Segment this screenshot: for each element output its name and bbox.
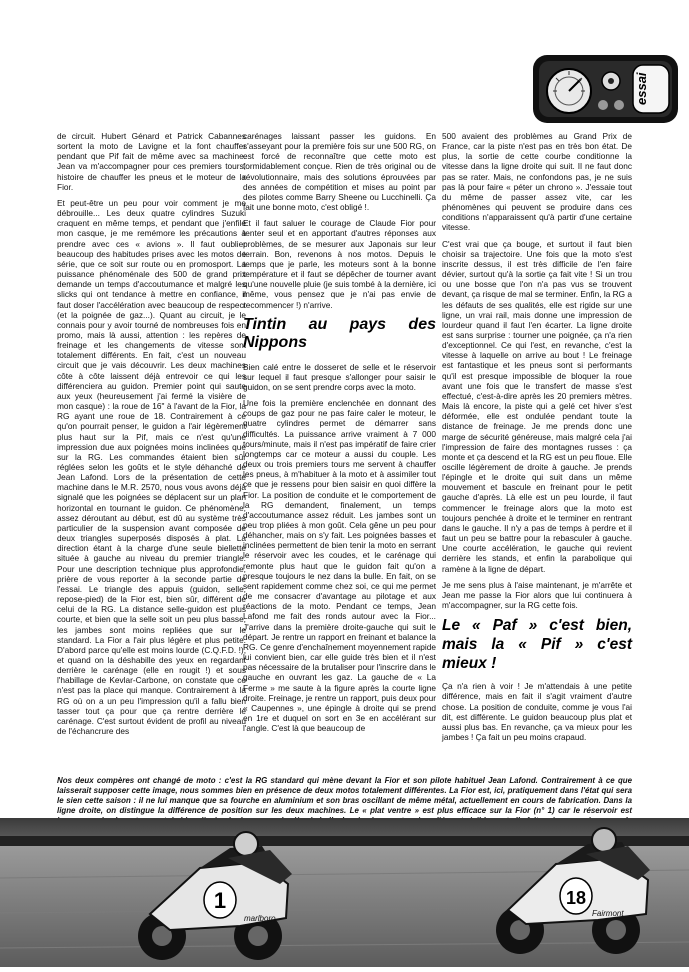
paragraph: Et peut-être un peu pour voir comment je me débrouille... Les deux quatre cylindres Suzuki craquent en même temps, et pendant que j'enfile mon casque, je me remémore les précautions à prendre avec ces « avions ». Il faut oublier beaucoup des habitudes prises avec les motos de série, que ce soit sur route ou en promosport. La puissance phénoménale des 500 de grand prix demande un temps d'accoutumance et malgré les slicks qui ont tendance à mettre en confiance, il faut doser l'accélération avec beaucoup de respect (et la poignée de gaz...). Quant au circuit, je le connais pour y avoir tourné de nombreuses fois en promo, mais là aussi, attention : les repères de freinage et les changements de vitesse sont totalement différents. En fait, c'est un nouveau circuit que je vais découvrir. Les deux machines côte à côte laissent déjà entrevoir ce qui les différenciera au guidon. Premier point qui saute aux yeux (heureusement j'ai fermé la visière de mon casque) : la roue de 16" à l'avant de la Fior, la RG ayant une roue de 18. Contrairement à ce qu'on pourrait penser, le guidon a l'air légèrement plus haut sur la Pif, mais ce n'est qu'une impression due aux poignées moins inclinées que sur la RG. Les commandes étaient bien sûr réglées selon les goûts et le style déhanché de Jean Lafond. Lors de la présentation de cette machine dans le M.R. 2570, nous vous avons déjà signalé que les poignées se déplacent sur un plan horizontal en tournant le guidon. Ce phénomène, assez déroutant au début, est dû au système très particulier de la suspension avant composée de deux triangles superposés disposés à plat. La direction étant à la charge d'une seule biellette située à gauche au niveau du premier triangle. Pour une description technique plus approfondie, prière de vous reporter à la seconde partie de l'essai. Le triangle des appuis (guidon, selle, repose-pied) de la Fior est, bien sûr, différent de celui de la RG. La distance selle-guidon est plus courte, et bien que la selle soit un peu plus basse, les jambes sont moins repliées que sur le standard. La Fior a l'air plus légère et plus petite. D'abord parce qu'elle est moins lourde (C.Q.F.D. !), et quand on la déshabille des yeux en regardant derrière le carénage (elle en rougit !) et sous l'habillage de Kevlar-Carbone, on constate que ce n'est pas la place qui manque. Contrairement à la RG où on a un peu l'impression qu'il a fallu bien tasser tout ça pour que ça rentre derrière le carénage. C'est surtout évident de profil au niveau de l'échancrure des [57, 197, 246, 737]
paragraph: 500 avaient des problèmes au Grand Prix de France, car la piste n'est pas en très bon état. De plus, la sortie de cette courbe conditionne la vitesse dans la ligne droite qui suit. Il ne faut donc pas se rater. Mais, ne confondons pas, je ne suis pas là pour faire « péter un chrono ». J'essaie tout du même de passer assez vite, car les phénomènes qui peuvent se produire dans ces conditions n'apparaissent qu'à partir d'une certaine vitesse. [442, 131, 632, 233]
paragraph: Ça n'a rien à voir ! Je m'attendais à une petite différence, mais en fait il s'agit vraiment d'autre chose. La position de conduite, comme je vous l'ai dit, est différente. Le guidon beaucoup plus plat et aussi plus bas. En revanche, ça va mieux pour les jambes ! Ça fait un peu moins crapaud. [442, 681, 632, 742]
paragraph: carénages laissant passer les guidons. En s'asseyant pour la première fois sur une 500 RG, on est forcé de reconnaître que cette moto est formidablement conçue. Rien de très original ou de révolutionnaire, mais des solutions éprouvées par des années de compétition et mises au point par des pilotes comme Barry Sheene ou Lucchinelli. Ça fait une bonne moto, c'est obligé !. [243, 131, 436, 213]
paragraph: de circuit. Hubert Génard et Patrick Cabannes sortent la moto de Lavigne et la font chauffer pendant que Pif fait de même avec sa machine. Jean va m'accompagner pour ces premiers tours, histoire de chauffer les pneus et le moteur de la Fior. [57, 131, 246, 192]
motorcycles-photo-icon [0, 818, 689, 967]
paragraph: Une fois la première enclenchée en donnant des coups de gaz pour ne pas faire caler le moteur, le quatre cylindres permet de démarrer sans difficultés. La puissance arrive vraiment à 7 000 tours/minute, mais il n'est pas impératif de faire crier longtemps car ce moteur a aussi du couple. Les deux ou trois premiers tours me servent à chauffer les pneus, à m'habituer à la moto et à assimiler tout ce que je ressens pour bien saisir en quoi diffère la Fior. La position de conduite et le comportement de la RG demandent, finalement, un temps d'accoutumance assez réduit. Les jambes sont un peu trop pliées à mon goût. Cela gêne un peu pour déhancher, mais on s'y fait. Les poignées basses et inclinées permettent de bien tenir la moto en serrant le réservoir avec les coudes, et le carénage qui remonte plus haut que le guidon fait qu'on a presque toujours le nez dans la bulle. En fait, on se sent rapidement comme chez soi, ce qui me permet de me consacrer d'avantage au pilotage et aux réactions de la moto. Pendant ce temps, Jean Lafond me fait des ronds autour avec la Fior... J'arrive dans la première droite-gauche qui suit le départ. Je rentre un rapport en freinant et balance la RG. Ce genre d'enchaînement moyennement rapide lui convient bien, car elle guide très bien et il n'est pas nécessaire de la brutaliser pour l'inscrire dans le gauche en ouvrant les gaz. La gauche de « La Ferme » me saute à la figure après la courte ligne droite. Freinage, je rentre un rapport, puis deux pour « Caupennes », une épingle à droite qui se prend en 1re et duquel on sort en 3e en accélérant sur l'angle. C'est là que beaucoup de [243, 398, 436, 734]
paragraph: Bien calé entre le dosseret de selle et le réservoir sur lequel il faut presque s'allonger pour saisir le guidon, on se sent prendre corps avec la moto. [243, 361, 436, 392]
paragraph: Je me sens plus à l'aise maintenant, je m'arrête et Jean me passe la Fior alors que lui continuera à m'accompagner, sur la RG cette fois. [442, 579, 632, 611]
paragraph: Et il faut saluer le courage de Claude Fior pour tenter seul et en apportant d'autres réponses aux problèmes, de se mesurer aux Japonais sur leur terrain. Bon, revenons à nos motos. Depuis le temps que je parle, les moteurs sont à la bonne température et il faut se dépêcher de tourner avant qu'une nouvelle pluie (je suis tombé à la dernière, ici même, vous pensez que je n'ai pas envie de recommencer !) n'arrive. [243, 218, 436, 310]
article-column-3 [442, 131, 632, 748]
fairing-sponsor-1: marlboro [244, 914, 276, 923]
fairing-sponsor-2: Fairmont [592, 909, 624, 918]
paragraph: C'est vrai que ça bouge, et surtout il faut bien choisir sa trajectoire. Une fois que la moto s'est inscrite dessus, il est très difficile de l'en faire dévier, surtout qu'à la sortie ça fait vite ! Si un trou ou une bosse que l'on n'a pas vus se trouvent devant, ça risque de mal se terminer. Enfin, la RG a les défauts de ses qualités, elle est rigide sur une ligne, un vrai rail, mais donne une impression de lourdeur quand il faut l'en écarter. La ligne droite est sans surprise : tourner une poignée, ça n'a rien d'exceptionnel. Ce qui l'est, en revanche, c'est la vitesse à laquelle on arrive au bout ! Le freinage est fantastique et les pneus sont si performants qu'il est presque impossible de bloquer la roue avant une fois que le transfert de masse s'est effectué, c'est-à-dire après les 20 premiers mètres. Mais là encore, la piste qui a gelé cet hiver s'est déformée, elle est ondulée pendant toute la distance de freinage. Je me prends donc une marge de sécurité généreuse, mais malgré cela j'ai l'impression de faire des montagnes russes : ça monte et ça descend et la RG est un peu floue. Elle oscille légèrement de droite à gauche. Je prends l'épingle et le droite qui suit dans un même mouvement et bascule en freinant pour le petit gauche d'après. Là elle est un peu lourde, il faut commencer le freinage alors que la moto est toujours penchée à droite et le terminer en rentrant dans le gauche. Il n'y a pas de temps à perdre et il faut un peu se battre pour la rebasculer à gauche. Une courte accélération, le gauche qui revient derrière les stands, et enfin la parabolique qui ramène à la ligne de départ. [442, 238, 632, 574]
bike-number-1: 1 [213, 888, 227, 913]
article-column-2 [243, 131, 436, 739]
essai-logo [533, 55, 678, 123]
article-column-1 [57, 131, 246, 742]
essai-badge: essai [634, 72, 649, 106]
race-photo [0, 818, 689, 967]
photo-caption: Nos deux compères ont changé de moto : c'est la RG standard qui mène devant la Fior et son pilote habituel Jean Lafond. Contrairement à ce que laisserait supposer cette image, nous sommes bien en présence de deux motos totalement différentes. La Fior est, ici, pratiquement dans l'état qui sera le sien cette saison : il ne lui manque que sa fourche en aluminium et son bras oscillant de même métal, actuellement en cours de fabrication. Dans la ligne droite, on distingue la différence de position sur les deux machines. Le « plat ventre » est plus efficace sur la Fior (n° 1) car le réservoir est [57, 776, 632, 815]
section-heading-paf-pif: Le « Paf » c'est bien, mais la « Pif » c'est mieux ! [442, 617, 632, 673]
bike-number-2: 18 [565, 888, 587, 908]
section-heading-tintin: Tintin au pays des Nippons [243, 315, 436, 351]
